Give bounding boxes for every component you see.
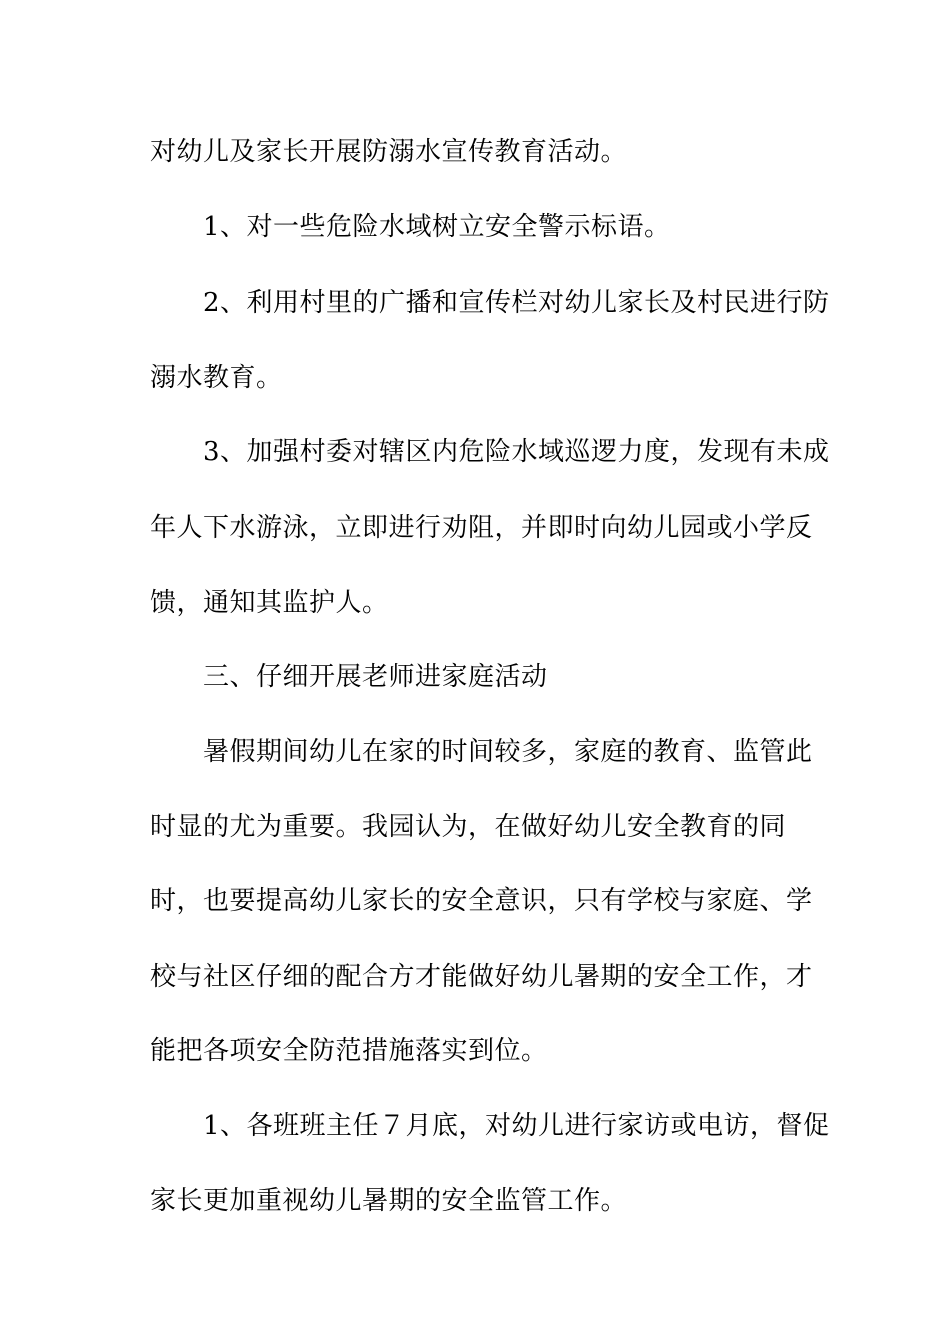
list-item-1b: 1、各班班主任７月底，对幼儿进行家访或电访，督促 <box>203 1111 830 1141</box>
paragraph-line: 能把各项安全防范措施落实到位。 <box>150 1036 548 1066</box>
paragraph-line: 家长更加重视幼儿暑期的安全监管工作。 <box>150 1186 628 1216</box>
paragraph-line: 时显的尤为重要。我园认为，在做好幼儿安全教育的同 <box>150 812 787 842</box>
paragraph-line: 年人下水游泳，立即进行劝阻，并即时向幼儿园或小学反 <box>150 513 813 543</box>
paragraph-line: 对幼儿及家长开展防溺水宣传教育活动。 <box>150 137 628 167</box>
paragraph-line: 暑假期间幼儿在家的时间较多，家庭的教育、监管此 <box>203 737 813 767</box>
paragraph-line: 溺水教育。 <box>150 363 283 393</box>
paragraph-line: 馈，通知其监护人。 <box>150 588 389 618</box>
paragraph-line: 校与社区仔细的配合方才能做好幼儿暑期的安全工作，才 <box>150 962 813 992</box>
section-heading: 三、仔细开展老师进家庭活动 <box>203 662 548 692</box>
list-item-1: 1、对一些危险水域树立安全警示标语。 <box>203 212 671 242</box>
list-item-2: 2、利用村里的广播和宣传栏对幼儿家长及村民进行防 <box>203 288 830 318</box>
list-item-3: 3、加强村委对辖区内危险水域巡逻力度，发现有未成 <box>203 437 830 467</box>
paragraph-line: 时，也要提高幼儿家长的安全意识，只有学校与家庭、学 <box>150 886 813 916</box>
